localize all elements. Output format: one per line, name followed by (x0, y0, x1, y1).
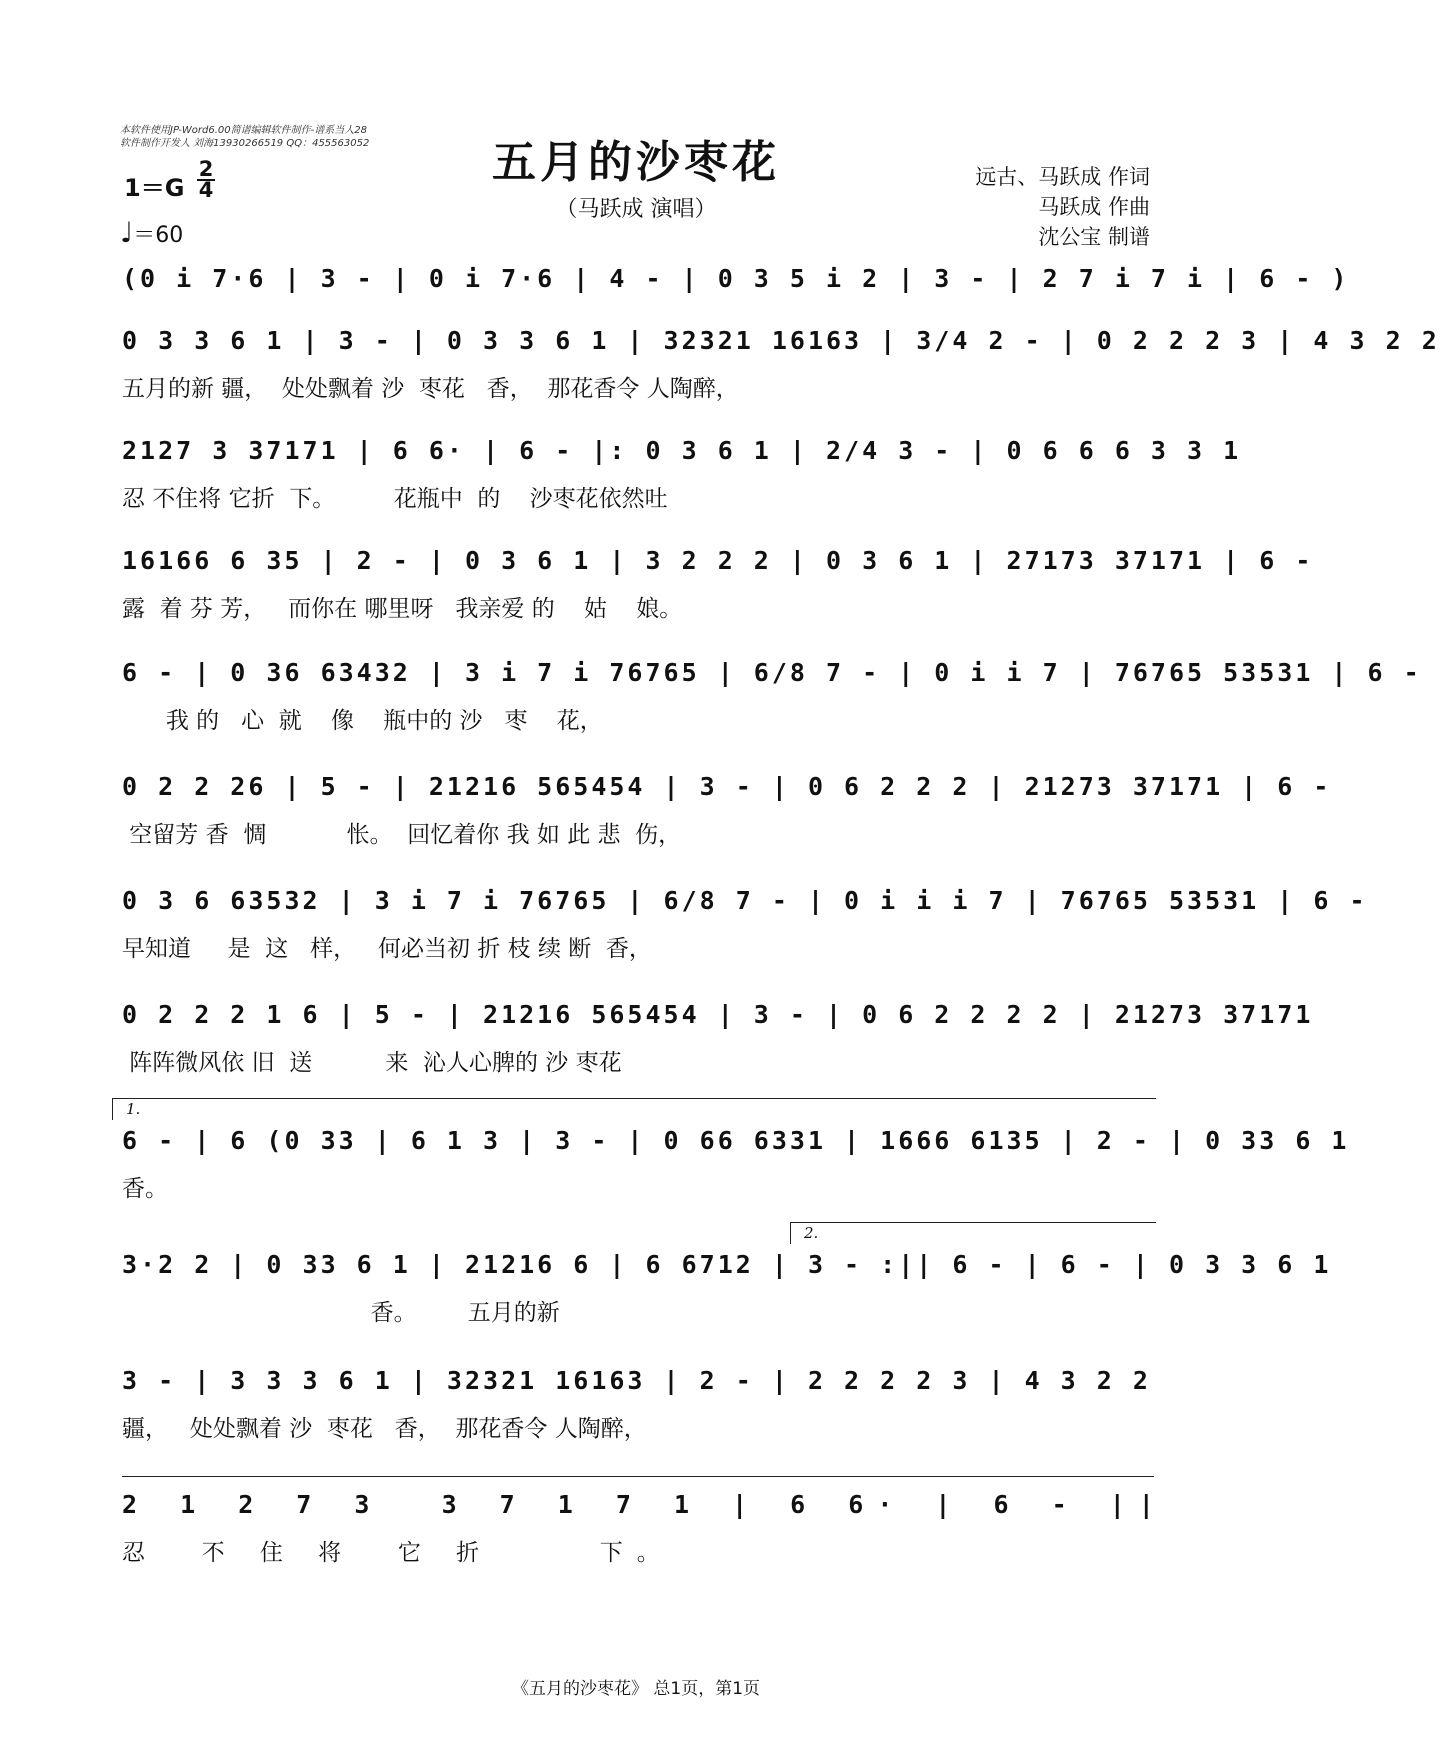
lyric-line-10: 疆， 处处飘着 沙 枣花 香， 那花香令 人陶醉， (122, 1416, 647, 1442)
score-line-8: 6 - | 6 (0 33 | 6 1 3 | 3 - | 0 66 6331 | 1666 6135 | 2 - | 0 33 6 1 (122, 1126, 1350, 1155)
score-intro-line: (0 i 7·6 | 3 - | 0 i 7·6 | 4 - | 0 3 5 i 2 | 3 - | 2 7 i 7 i | 6 - ) (122, 264, 1350, 293)
lyric-line-1: 五月的新 疆， 处处飘着 沙 枣花 香， 那花香令 人陶醉， (122, 376, 739, 402)
volta-1-bracket (112, 1098, 1156, 1099)
key-signature: 1＝G (124, 174, 185, 202)
time-signature (196, 157, 216, 202)
score-line-1: 0 3 3 6 1 | 3 - | 0 3 3 6 1 | 32321 16163 | 3/4 2 - | 0 2 2 2 3 | 4 3 2 2 (122, 326, 1440, 355)
song-title: 五月的沙枣花 (492, 137, 780, 188)
credit-music: 马跃成 作曲 (1038, 195, 1150, 219)
credits-block (975, 162, 1150, 252)
lyric-line-3: 露 着 芬 芳， 而你在 哪里呀 我亲爱 的 姑 娘。 (122, 596, 683, 622)
score-line-3: 16166 6 35 | 2 - | 0 3 6 1 | 3 2 2 2 | 0 3 6 1 | 27173 37171 | 6 - (122, 546, 1314, 575)
score-line-5: 0 2 2 26 | 5 - | 21216 565454 | 3 - | 0 6 2 2 2 | 21273 37171 | 6 - (122, 772, 1332, 801)
volta-2-bracket-end (790, 1222, 791, 1244)
song-subtitle: （马跃成 演唱） (555, 197, 717, 222)
quarter-note-icon: ♩ (120, 216, 134, 249)
time-signature-top: 2 (198, 157, 214, 181)
score-line-9: 3·2 2 | 0 33 6 1 | 21216 6 | 6 6712 | 3 - :|| 6 - | 6 - | 0 3 3 6 1 (122, 1250, 1332, 1279)
tempo-marking (120, 216, 183, 249)
time-signature-bottom: 4 (198, 178, 214, 202)
score-line-7: 0 2 2 2 1 6 | 5 - | 21216 565454 | 3 - | 0 6 2 2 2 2 | 21273 37171 (122, 1000, 1314, 1029)
page-footer: 《五月的沙枣花》 总1页，第1页 (511, 1679, 761, 1699)
lyric-line-11: 忍 不 住 将 它 折 下。 (122, 1540, 674, 1566)
score-line-10: 3 - | 3 3 3 6 1 | 32321 16163 | 2 - | 2 2 2 2 3 | 4 3 2 2 (122, 1366, 1151, 1395)
score-line-2: 2127 3 37171 | 6 6· | 6 - |: 0 3 6 1 | 2/4 3 - | 0 6 6 6 3 3 1 (122, 436, 1242, 465)
lyric-line-4: 我 的 心 就 像 瓶中的 沙 枣 花， (122, 708, 603, 734)
watermark-line-1: 本软件使用JP-Word6.00简谱编辑软件制作-谱系当人28 (120, 125, 367, 136)
volta-2-bracket (790, 1222, 1156, 1223)
lyric-line-7: 阵阵微风依 旧 送 来 沁人心脾的 沙 枣花 (122, 1050, 622, 1076)
credit-notation: 沈公宝 制谱 (1038, 225, 1150, 249)
volta-1-bracket-end (112, 1098, 113, 1120)
volta-1-label: 1. (126, 1100, 141, 1118)
lyric-line-9: 香。 五月的新 (122, 1300, 560, 1326)
lyric-line-5: 空留芳 香 惆 怅。 回忆着你 我 如 此 悲 伤， (122, 822, 682, 848)
lyric-line-2: 忍 不住将 它折 下。 花瓶中 的 沙枣花依然吐 (122, 486, 668, 512)
score-line-4: 6 - | 0 36 63432 | 3 i 7 i 76765 | 6/8 7 - | 0 i i 7 | 76765 53531 | 6 - (122, 658, 1422, 687)
score-line-6: 0 3 6 63532 | 3 i 7 i 76765 | 6/8 7 - | 0 i i i 7 | 76765 53531 | 6 - (122, 886, 1368, 915)
final-line-bracket (122, 1476, 1154, 1477)
score-line-11: 2 1 2 7 3 3 7 1 7 1 | 6 6· | 6 - || (122, 1490, 1168, 1519)
lyric-line-8: 香。 (122, 1176, 168, 1202)
tempo-value: ＝60 (133, 223, 184, 248)
credit-lyrics: 远古、马跃成 作词 (975, 165, 1150, 189)
lyric-line-6: 早知道 是 这 样， 何必当初 折 枝 续 断 香， (122, 936, 652, 962)
watermark-line-2: 软件制作开发人 刘海13930266519 QQ：455563052 (120, 138, 370, 149)
volta-2-label: 2. (804, 1224, 819, 1242)
